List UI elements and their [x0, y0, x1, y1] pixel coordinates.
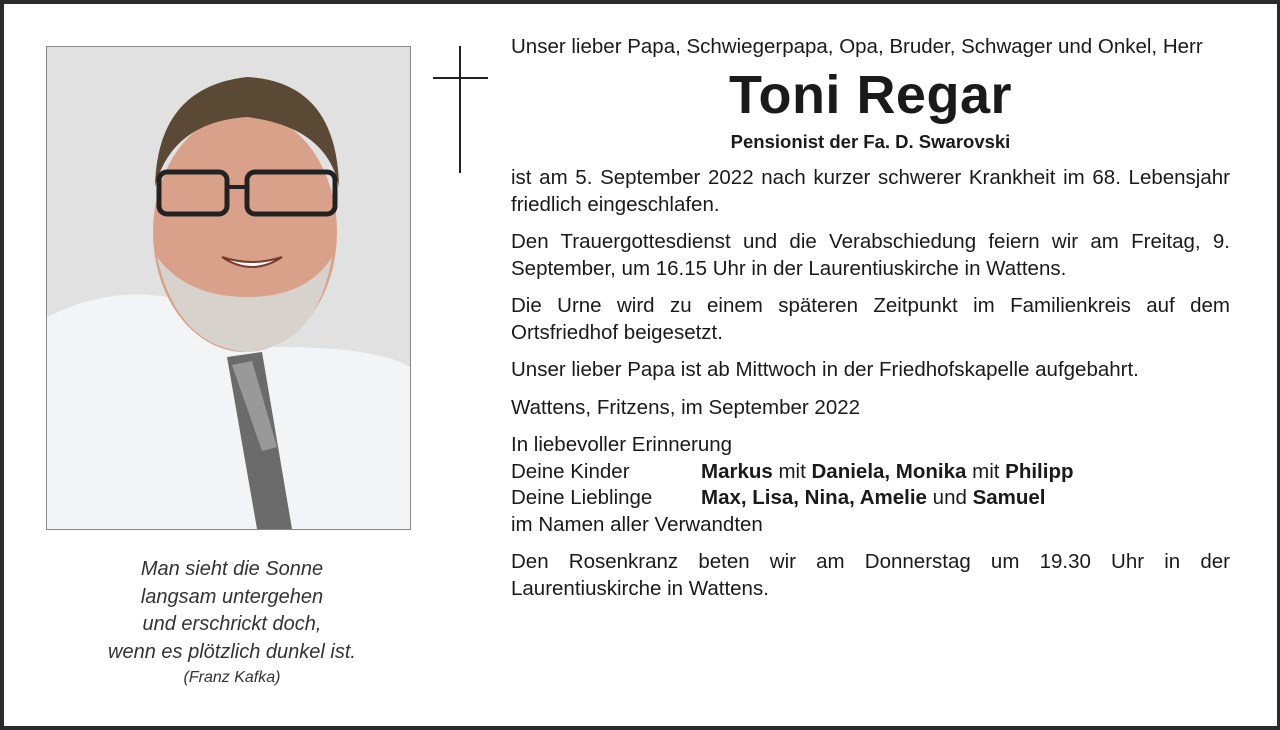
death-notice: ist am 5. September 2022 nach kurzer schwerer Krankheit im 68. Lebensjahr friedlich eingeschlafen.: [511, 166, 1230, 216]
quote-line: wenn es plötzlich dunkel ist.: [108, 640, 356, 663]
children-label: Deine Kinder: [511, 459, 630, 483]
family-children: [511, 459, 1230, 486]
quote-line: langsam untergehen: [140, 585, 324, 608]
portrait-photo: [46, 46, 411, 530]
connector: mit: [966, 459, 1006, 483]
child-name: Daniela, Monika: [811, 459, 967, 483]
grandchild-name: Samuel: [972, 486, 1046, 509]
obituary-card: [4, 4, 1277, 726]
child-name: Philipp: [1005, 459, 1074, 483]
grandchildren-names: [701, 485, 1046, 512]
family-grandchildren: [511, 485, 1230, 512]
cross-icon: [459, 46, 461, 173]
family-heading: In liebevoller Erinnerung: [511, 433, 733, 456]
kafka-quote: [46, 556, 418, 690]
quote-line: und erschrickt doch,: [142, 613, 322, 635]
laid-out-info: Unser lieber Papa ist ab Mittwoch in der Friedhofskapelle aufgebahrt.: [511, 358, 1139, 381]
intro-text: Unser lieber Papa, Schwiegerpapa, Opa, Bruder, Schwager und Onkel, Herr: [511, 35, 1203, 58]
quote-source: (Franz Kafka): [183, 669, 281, 686]
grandchildren-label: Deine Lieblinge: [511, 486, 653, 509]
quote-line: Man sieht die Sonne: [140, 558, 324, 580]
burial-info: Die Urne wird zu einem späteren Zeitpunkt im Familienkreis auf dem Ortsfriedhof beigesetzt.: [511, 294, 1230, 344]
rosary-info: Den Rosenkranz beten wir am Donnerstag um 19.30 Uhr in der Laurentiuskirche in Wattens.: [511, 550, 1230, 600]
obituary-text: [511, 34, 1230, 613]
child-name: Markus: [701, 459, 773, 483]
funeral-service: Den Trauergottesdienst und die Verabschiedung feiern wir am Freitag, 9. September, um 16.15 Uhr in der Laurentiuskirche in Wattens.: [511, 230, 1230, 280]
deceased-occupation: Pensionist der Fa. D. Swarovski: [730, 130, 1011, 152]
connector: und: [926, 486, 973, 509]
children-names: [701, 459, 1073, 486]
family-footer: im Namen aller Verwandten: [511, 512, 763, 536]
grandchild-names: Max, Lisa, Nina, Amelie: [701, 486, 927, 509]
cross-icon-bar: [433, 77, 488, 79]
place-date: Wattens, Fritzens, im September 2022: [511, 395, 861, 419]
deceased-name: Toni Regar: [728, 64, 1012, 125]
connector: mit: [772, 459, 812, 483]
